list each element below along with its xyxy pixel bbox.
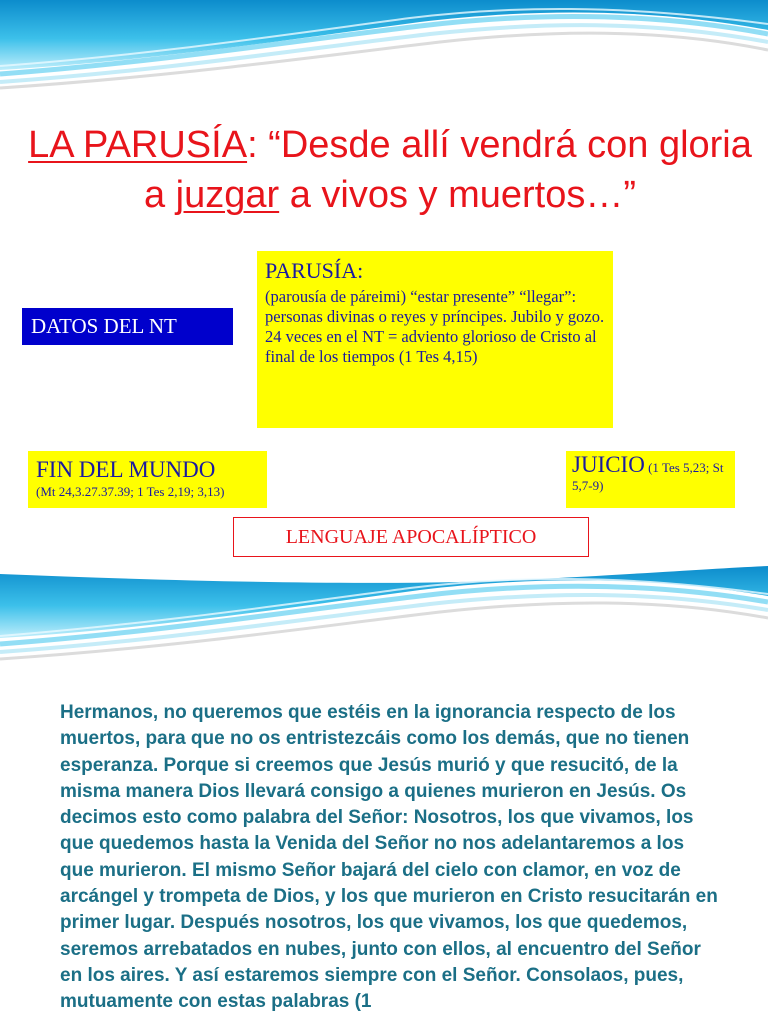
title-text-1: : “Desde allí vendrá con gloria a [143,124,752,216]
parusia-nt-count: 24 veces en el NT = adviento glorioso de Cristo al final de los tiempos (1 Tes 4,15) [265,327,597,366]
parusia-etymology: (parousía de páreimi) “estar presente” “llegar”: personas divinas o reyes y príncipes. Jubilo y gozo. [265,287,605,326]
fin-heading: FIN DEL MUNDO [36,457,216,482]
title-text-2: a vivos y muertos…” [279,174,637,216]
header-wave-decoration [0,0,768,95]
lenguaje-apocaliptico-box: LENGUAJE APOCALÍPTICO [233,517,589,557]
slide-2 [0,566,768,1024]
title-parusia: LA PARUSÍA [28,124,248,166]
juicio-references: (1 Tes 5,23; St 5,7-9) [572,460,724,493]
juicio-box [566,451,735,508]
parusia-definition-box [257,251,613,428]
datos-del-nt-box: DATOS DEL NT [22,308,233,345]
title-juzgar: juzgar [175,174,280,216]
fin-references: (Mt 24,3.27.37.39; 1 Tes 2,19; 3,13) [36,484,225,499]
fin-del-mundo-box [28,451,267,508]
scripture-passage: Hermanos, no queremos que estéis en la ignorancia respecto de los muertos, para que no os entristezcáis como los demás, que no tienen esperanza. Porque si creemos que Jesús murió y que resucitó, de la misma manera Dios llevará consigo a quienes murieron en Jesús. Os decimos esto como palabra del Señor: Nosotros, los que vivamos, los que quedemos hasta la Venida del Señor no nos adelantaremos a los que murieron. El mismo Señor bajará del cielo con clamor, en voz de arcángel y trompeta de Dios, y los que murieron en Cristo resucitarán en primer lugar. Después nosotros, los que vivamos, los que quedemos, seremos arrebatados en nubes, junto con ellos, al encuentro del Señor en los aires. Y así estaremos siempre con el Señor. Consolaos, pues, mutuamente con estas palabras (1 [60,702,718,1013]
slide-title [20,120,760,220]
juicio-heading: JUICIO [572,452,645,477]
parusia-heading: PARUSÍA: [265,258,364,283]
header-wave-decoration [0,566,768,666]
